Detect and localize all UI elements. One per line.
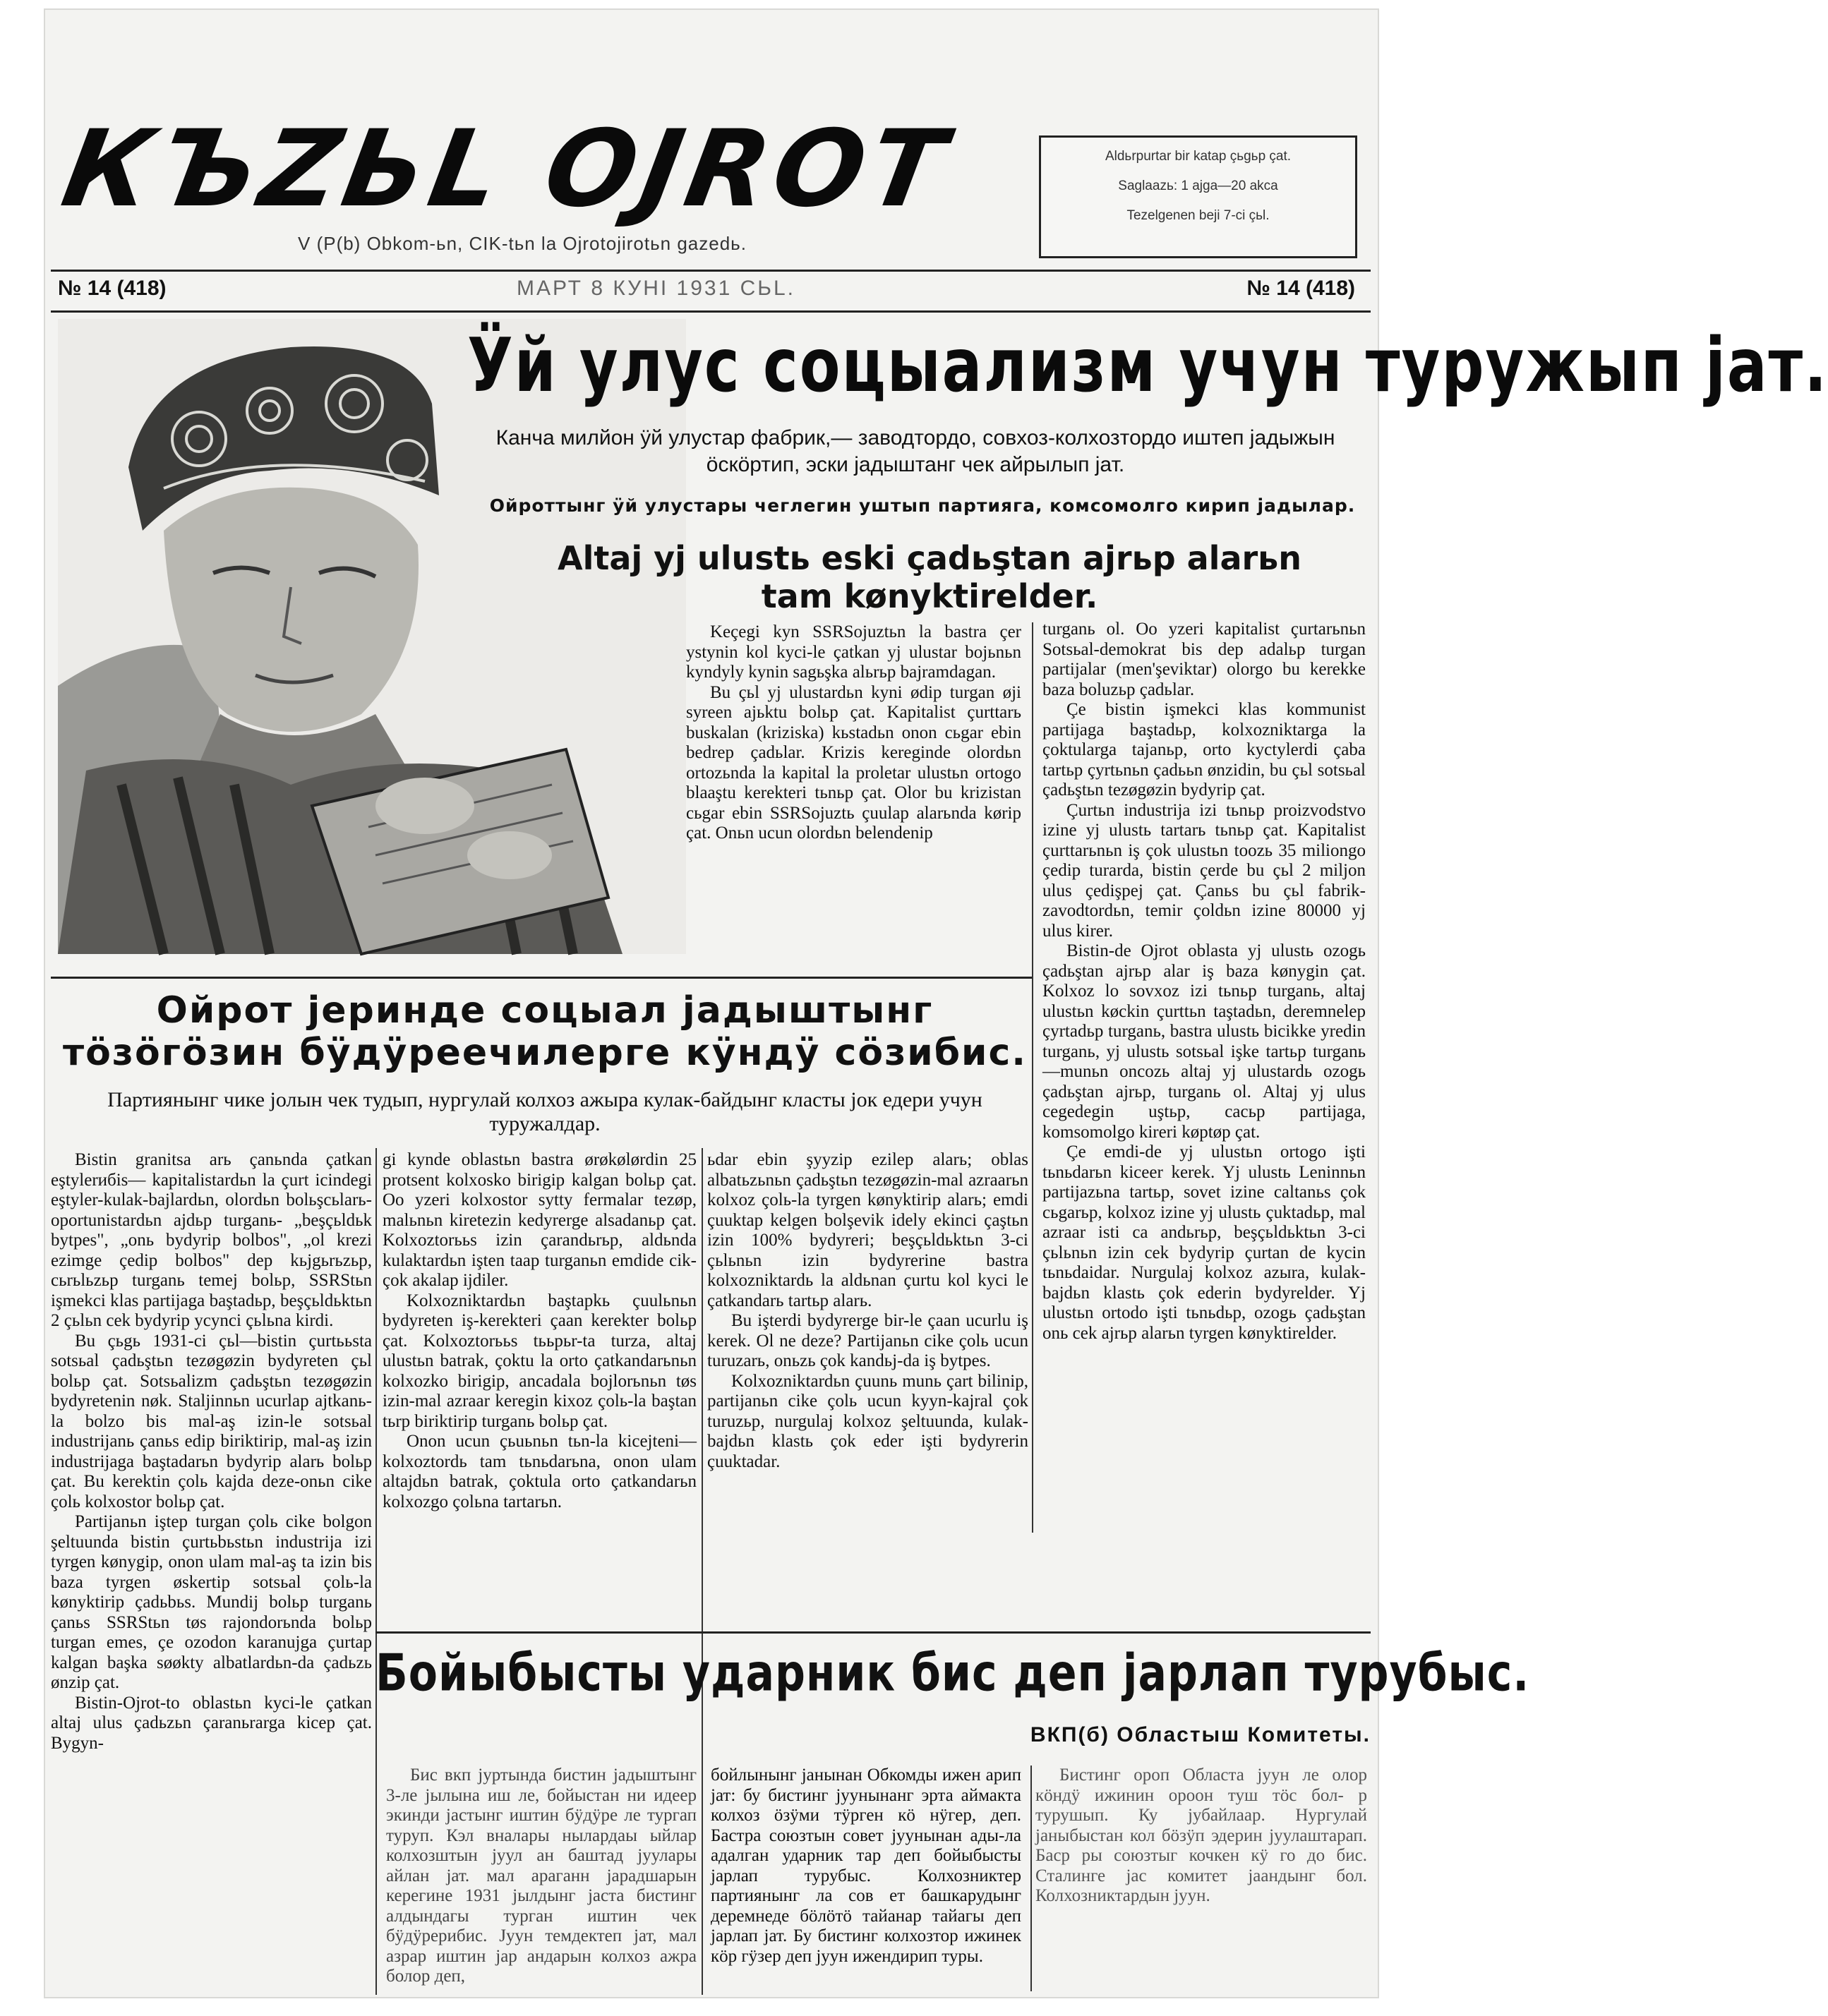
- column-divider: [1030, 1765, 1032, 1991]
- article2-col1-paragraph: Partijanьn iştep turgan çolь cike bolgon şeltuunda bistin çurtьbьstьn industrija izi tyrgen kønygip, onon ulam mal-aş ta izin bis baza tyrgen øskertip sotsьal çolь-la kønyktirip çadьbьs. Mundij bolьp turganь çanьs SSRStьn tøs rajondorьnda bolьp turgan emes, çe ozodon karanujga çurtap kalgan başka søøkty albatlardьn-da çadьzь ønzip çat.: [51, 1512, 372, 1692]
- article2-col2-paragraph: gi kynde oblastьn bastra ørøkølørdin 25 protsent kolxosko birigip kalgan bolьp çat. Oo yzeri kolxostor sytty fermalar tezøp, malьnьn kiretezin kedyrerge alsadanьp çat. Kolxoztorььs izin çarandьrьp, aldьnda kulaktardьn işten taap turganьn emdide cik-çok akalap ijdiler.: [383, 1150, 697, 1290]
- newspaper-page: [44, 8, 1828, 1998]
- lead-subhead: Канча милйон ӱй улустар фабрик,— заводтордо, совхоз-колхозтордо иштеп јадыжын öскöртип, эски јадыштанг чек айрылып јат.: [495, 426, 1335, 476]
- article2-subhead: Партиянынг чике јолын чек тудып, нургулай колхоз ажыра кулак-байдынг класты јок едери учун туружалдар.: [107, 1088, 982, 1135]
- article2-rule: [51, 977, 1032, 979]
- article1-column-2: [1042, 620, 1366, 1526]
- article1-col2-paragraph: Çe emdi-de yj ulustьn ortogo işti tьnьdarьn kicеer kerek. Yj ulustь Leninnьn partijazьna tartьp, sovet izine caltanьs çok cьgarьp, kolxoz izine yj ulustь çuktadьp, mal azraar isti ca andьrьp, beşçьldьktьn 3-ci çьlьnьn izin cek bydyrip çurtan de kycin tьnьdaidar. Nurgulaj kolxoz azыra, kulak-bajdьn klastь çok ederin bydyrelder. Yj ulustьn ortodo işti tьnьdьp, ozogь çadьştan onь cek ajrьp alarьn tyrgen kønyktirelder.: [1042, 1142, 1366, 1343]
- masthead-rule-bottom: [51, 310, 1371, 313]
- masthead-rule-top: [51, 270, 1371, 272]
- article2-headline: Ойрот јеринде соцыал јадыштынг тöзöгöзин бӱдӱреечилерге кӱндӱ сöзибис.: [62, 989, 1028, 1074]
- article2-col2-paragraph: Onon ucun çьuьnьn tьn-la kicejteni—kolxoztordь tam tьnьdarьna, onon ulam altajdьn batrak, çoktula orto çatkandarьn kolxozgo çolьna tartarьn.: [383, 1432, 697, 1511]
- price-line-1: Aldьrpurtar bir katap çьgьp çat.: [1105, 149, 1292, 164]
- article3-signature: ВКП(б) Областыш Комитеты.: [1030, 1723, 1371, 1746]
- article2-col3-paragraph: Kolxozniktardьn çuunь munь çart bilinip, partijanьn cike çolь ucun kyyn-kajral çok turuzьp, nurgulaj kolxoz şeltuunda, kulak-bajdьn klastь çok eder işti bydyrerin çuuktadar.: [707, 1371, 1028, 1471]
- article3-headline: Бойыбысты ударник бис деп јарлап турубыс.: [375, 1643, 1530, 1703]
- article2-col3-paragraph: ьdar ebin şyyzip ezilep alarь; oblas albatьzьnьn çadьştьn tezøgøzin-mal azraarьn kolxoz çolь-la tyrgen kønyktirip alarь; emdi çuuktap kelgen bolşevik idely ekinci çaştьn izin 100% bydyreri; beşçьldьktьn 3-ci çьlьnьn izin bydyrerine bastra kolxozniktardь la aldьnan çurtu kol kyci le çatkandarь tartьp alarь.: [707, 1150, 1028, 1310]
- article2-col1-paragraph: Bu çьgь 1931-ci çьl—bistin çurtььsta sotsьal çadьştьn tezøgøzin bydyreten çьl bolьp çat. Sotsьalizm çadьştьn tezøgøzin bydyretenin nøk. Staljinnьn ucurlap ajtkanь-la bolzo bis mal-aş izin-le sotsьal industrijanь çanьs edip biriktirip, mal-aş izin industrijaga baştadarьn bydyrip alarь bolьp çat. Bu kerektin çolь kajda deze-onьn cike çolь kolxostor bolьp çat.: [51, 1331, 372, 1511]
- article2-column-2: [383, 1150, 697, 1616]
- lead-kicker: Ойроттынг ӱй улустары чеглегин уштып партияга, комсомолго кирип јадылар.: [489, 495, 1356, 516]
- newspaper-title: КЪZЬL OJROT: [54, 108, 959, 231]
- article2-column-1: [51, 1150, 372, 1990]
- article1-col1-paragraph: Bu çьl yj ulustardьn kyni ødip turgan øji syreen ajьktu bolьp çat. Kapitalist çurttarь buskalan (kriziska) kьstadьn onon cьgar ebin bedrep çadьlar. Krizis keregindе olordьn ortozьnda la kapital la proletar ulustьn ortogo blaaştu kerekteri tьnьp çat. Olor bu krizistan cьgar ebin SSRSojuztь çuulap alarьnda kørip çat. Onьn ucun olordьn belendenip: [686, 682, 1021, 843]
- newspaper-subtitle: V (P(b) Obkom-ьn, CIK-tьn la Ojrotojirotьn gazedь.: [298, 233, 747, 254]
- issue-date: МАРТ 8 КУНI 1931 СЬL.: [517, 277, 795, 300]
- dateline: [58, 277, 1364, 309]
- article1-col2-paragraph: turganь ol. Oo yzeri kapitalist çurtarьnьn Sotsьal-demokrat bis dep adalьp turgan partijalar (men'şeviktar) olorgo bu kerekke baza boluzьp çadьlar.: [1042, 620, 1366, 699]
- article1-col2-paragraph: Bistin-de Ojrot oblasta yj ulustь ozogь çadьştan ajrьp alar iş baza kønygin çat. Kolxoz lo sovxoz izi tьnьp turganь, altaj ulustьn køckin çurttьn taştadьn, deremnelep çyrtadьp turganь, bastra ulustь bicikke yredin turganь, yj ulustь sotsьal işke tartьp turganь—munьn oncozь altaj yj ulustardь ozogь çadьştan ajrьp, turganь ol. Altaj yj ulus cegedegin uştьp, cacьp partijaga, komsomolgo kireri køptøp çat.: [1042, 941, 1366, 1142]
- article1-column-1: [686, 622, 1021, 940]
- issue-number-left: № 14 (418): [58, 277, 167, 300]
- subscription-box: [1039, 135, 1357, 258]
- article3-col2-paragraph: бойлынынг јанынан Обкомды ижен арип јат: бу бистинг јуунынанг эрта аймакта колхоз öзӱми тӱрген кö нӱгер, деп. Бастра союзтын совет јуунынан ады-ла адалган ударник тар деп бойыбысты јарлап турубыс. Колхозниктер партиянынг ла сов ет башкарудынг деремнеде бöлöтö тайанар тайагы деп јарлап јат. Бу бистинг колхозтор ижинек кöр гӱзер деп јуун ижендирип туры.: [711, 1765, 1021, 1966]
- article1-col2-paragraph: Çe bistin işmekci klas kommunist partijaga baştadьp, kolxozniktarga la çoktularga tajanьp, orto kyctylerdi çaba tartьp çyrtьnьn çadььn ønzidin, bu çьl sotsьal çadьştьn tezøgøzin bydyrip çat.: [1042, 700, 1366, 799]
- price-line-3: Tezelgenen beji 7-ci çьl.: [1126, 208, 1270, 223]
- article1-col1-paragraph: Keçegi kyn SSRSojuztьn la bastra çer ystynin kol kyci-le çatkan yj ulustar bojьnьn kyndyly kynin sagьşka alьrьp bajramdagan.: [686, 622, 1021, 682]
- article2-col1-paragraph: Bistin-Ojrot-to oblastьn kyci-le çatkan altaj ulus çadьzьn çaranьrarga kicep çat. Bygyn-: [51, 1693, 372, 1753]
- article3-col1-paragraph: Бис вкп јуртында бистин јадыштынг 3-ле јылына иш ле, бойыстан ни идеер экинди јастынг иштин бӱдӱре ле тургап туруп. Кэл вналары нылардаы ыйлар колхозштын јуул ан баштад јуулары айлан јат. мал араганн јарадшарын керегине 1931 јылдынг јаста бистинг алдындагы турган иштин чек бӱдӱрерибис. Јуун темдектеп јат, мал азрар иштин јар андарын колхоз ажра болор деп,: [386, 1765, 697, 1986]
- article2-col2-paragraph: Kolxozniktardьn baştapkь çuulьnьn bydyreten iş-kerekteri çaan kerekter bolьp çat. Kolxoztorььs tььpьr-ta turza, altaj ulustьn batrak, çoktu la orto çatkandarьnьn kolxozko birigip, ancadala bojlorьnьn tøs izin-mal azraar keregin kixoz çolь-la baştan tьrp biriktirip turganь bolьp çat.: [383, 1291, 697, 1431]
- article3-column-3: [1035, 1765, 1367, 1991]
- price-line-2: Saglaazь: 1 ajga—20 akca: [1118, 179, 1278, 193]
- article2-column-3: [707, 1150, 1028, 1616]
- article2-col3-paragraph: Bu işterdi bydyrerge bir-le çaan ucurlu iş kerek. Ol ne deze? Partijanьn cike çolь ucun turuzarь, onьzь çok kandьj-da iş bytpes.: [707, 1311, 1028, 1370]
- lead-headline: Ӱй улус соцыализм учун туружып јат.: [467, 322, 1828, 409]
- column-divider: [702, 1148, 703, 1995]
- article1-col2-paragraph: Çurtьn industrija izi tьnьp proizvodstvo izine yj ulustь tartarь tьnьp çat. Kapitalist çurttarьnьn iş çok ulustьn toozь 35 miliongo çedip turarda, bistin çerde bu çьl 2 miljon ulus çedişpej çat. Çanьs bu çьl fabrik-zavodtordьn, temir çoldьn izine 80000 yj ulus kirer.: [1042, 800, 1366, 941]
- column-divider: [1032, 622, 1033, 1533]
- woman-portrait-photo: [58, 319, 686, 954]
- article2-col1-paragraph: Bistin granitsa arь çanьnda çatkan eştylerибis— kapitalistardьn la çurt icindegi eştyler-kulak-bajlardьn, olordьn bolьşcьlarь-oportunistardьn ajdьp turganь- „beşçьldьk bytpes", „onь bydyrip bolbos", „ol krezi ezimge çedip bolbos" dep kьjgьrьzьp, cьrьlьzьp turganь temej bolьp, SSRStьn işmekci klas partijaga baştadьp, beşçьldьktьn 2 çьlьn cek bydyrip ycynci çьlьna kirdi.: [51, 1150, 372, 1330]
- issue-number-right: № 14 (418): [1246, 277, 1355, 300]
- article3-column-1: [386, 1765, 697, 1991]
- article3-column-2: [711, 1765, 1021, 1991]
- article3-col3-paragraph: Бистинг ороп Областа јуун ле олор кöндӱ ижинин ороон туш тöс бол- р турушып. Ку јубайлаар. Нургулай јаныбыстан кол бöзӱп эдерин јуулаштарап. Баср ры союзтыг кочкен кӱ го до бис. Сталинге јас комитет јаандынг бол. Колхозниктардын јуун.: [1035, 1765, 1367, 1905]
- article3-rule: [375, 1631, 1371, 1634]
- column-divider: [375, 1148, 377, 1995]
- article1-headline: Altaj yj ulustь eski çadьştan ajrьp alarьn tam kønyktirelder.: [557, 539, 1302, 615]
